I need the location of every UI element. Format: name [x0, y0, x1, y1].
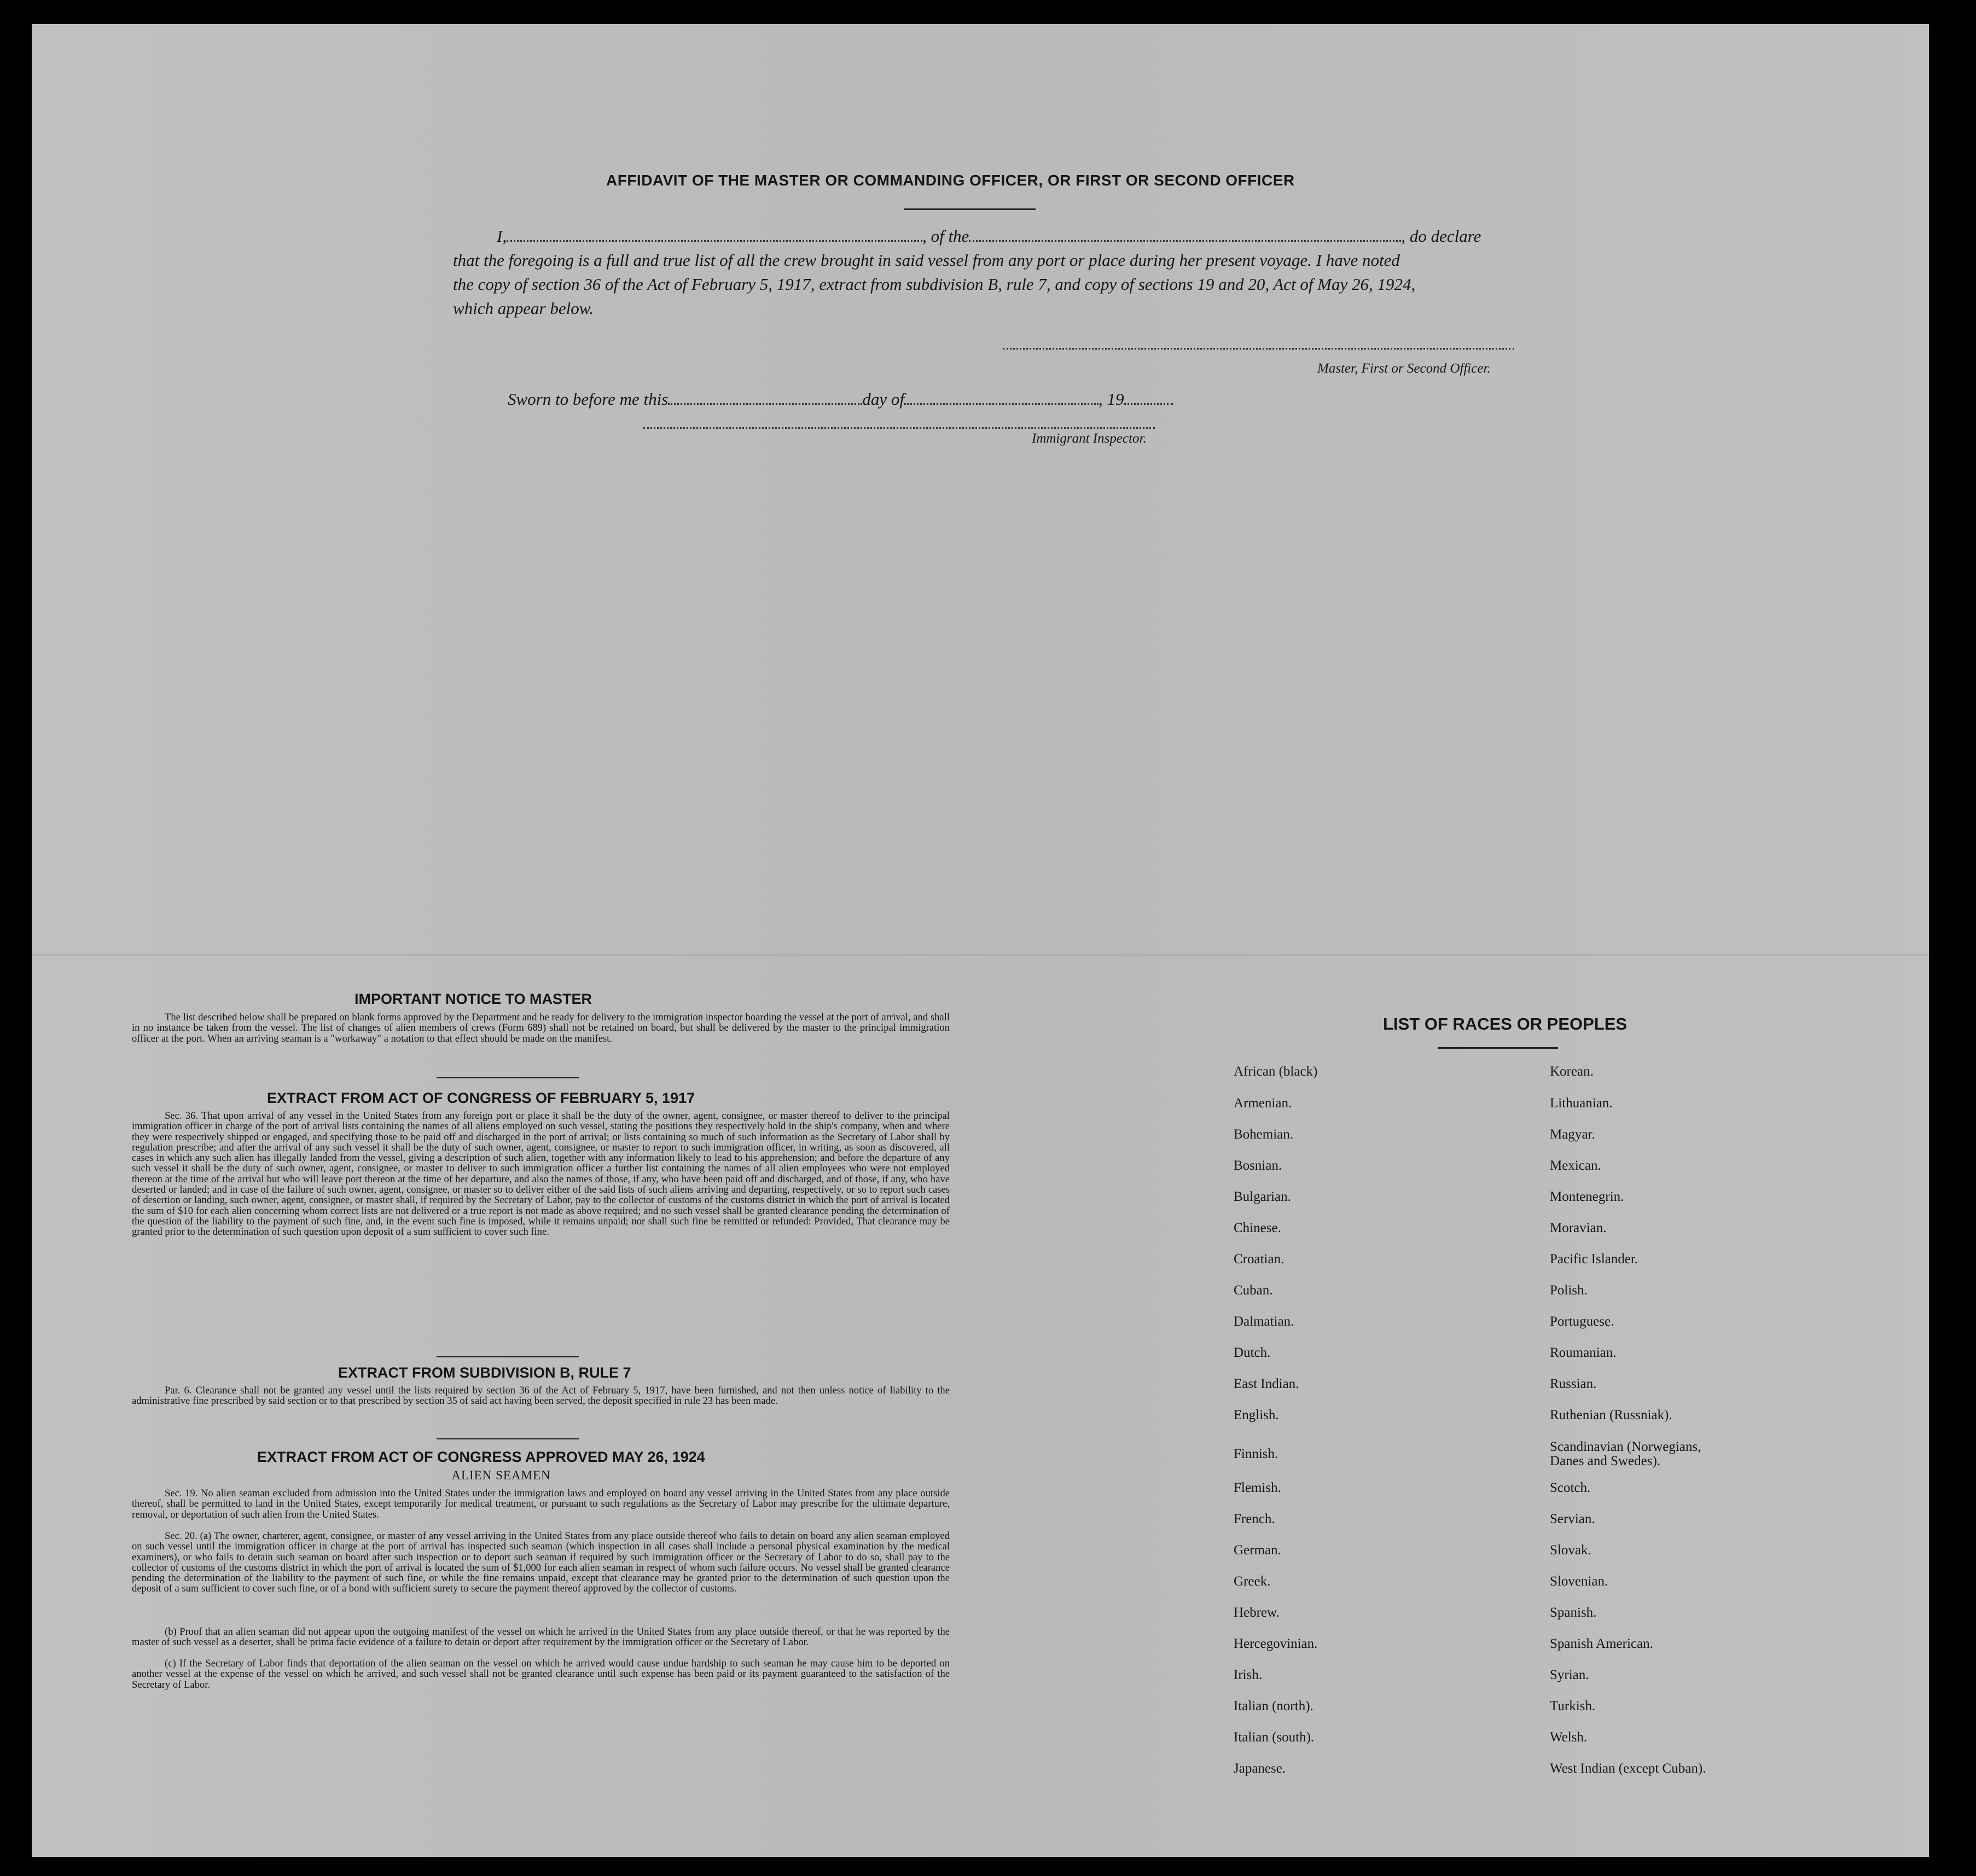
race-item: Mexican. [1550, 1158, 1601, 1173]
race-item: Croatian. [1234, 1252, 1285, 1267]
section-rule [437, 1077, 579, 1078]
race-item: Russian. [1550, 1376, 1597, 1391]
sworn-year: , 19 [1098, 390, 1124, 409]
race-item: Finnish. [1234, 1447, 1278, 1461]
race-item: Montenegrin. [1550, 1189, 1624, 1204]
sec-20c-text: (c) If the Secretary of Labor finds that deportation of the alien seaman on the vessel on which he arrived would cause undue hardship to such seaman he may cause him to be deported on another vessel at the expense of the vessel on which he arrived, and such vessel shall not be granted clearance until such expense has been paid or its payment guaranteed to the satisfaction of the Secretary of Labor. [132, 1658, 950, 1691]
title-rule [904, 208, 1036, 210]
race-item: Portuguese. [1550, 1314, 1614, 1329]
race-item: English. [1234, 1408, 1279, 1422]
race-item: Japanese. [1234, 1761, 1286, 1776]
race-item: Scotch. [1550, 1480, 1591, 1495]
extract-1917-title: EXTRACT FROM ACT OF CONGRESS OF FEBRUARY 5, 1917 [267, 1090, 695, 1106]
race-item: West Indian (except Cuban). [1550, 1761, 1706, 1776]
sworn-day-of: day of [862, 390, 904, 409]
race-item: Italian (south). [1234, 1730, 1315, 1745]
sworn-day-field[interactable] [668, 393, 862, 405]
name-field[interactable] [507, 230, 922, 242]
sec-19-text: Sec. 19. No alien seaman excluded from admission into the United States under the immigration laws and employed on board any vessel arriving in the United States from any place outside thereof, shall be permitted to land in the United States, except temporarily for medical treatment, or pursuant to such regulations as the Secretary of Labor may prescribe for the ultimate departure, removal, or deportation of such alien from the United States. [132, 1488, 950, 1520]
punch-hole [1930, 133, 1952, 156]
extract-1917-text: Sec. 36. That upon arrival of any vessel in the United States from any foreign port or place it shall be the duty of the owner, agent, consignee, or master thereof to deliver to the principal immigration officer in charge of the port of arrival lists containing the names of all aliens employed on such vessel, stating the positions they respectively hold in the ship's company, when and where they were respectively shipped or engaged, and specifying those to be paid off and discharged in the port of arrival; or lists containing so much of such information as the Secretary of Labor shall by regulation prescribe; and after the arrival of any such vessel it shall be the duty of such owner, agent, consignee, or master to report to such immigration officer, in writing, as soon as discovered, all cases in which any such alien has illegally landed from the vessel, giving a description of such alien, together with any information likely to lead to his apprehension; and before the departure of any such vessel it shall be the duty of such owner, agent, consignee, or master to deliver to such immigration officer a further list containing the names of all alien employees who were not employed thereon at the time of the arrival but who will leave port thereon at the time of her departure, and also the names of those, if any, who have been paid off and discharged, and of those, if any, who have deserted or landed; and in case of the failure of such owner, agent, consignee, or master so to deliver either of the said lists of such aliens arriving and departing, respectively, or so to report such cases of desertion or landing, such owner, agent, consignee, or master shall, if required by the Secretary of Labor, pay to the collector of customs of the customs district in which the port of arrival is located the sum of $10 for each alien concerning whom correct lists are not delivered or a true report is not made as above required; and no such vessel shall be granted clearance pending the determination of the question of the liability to the payment of such fine, and, in the event such fine is imposed, while it remains unpaid; nor shall such fine be remitted or refunded: Provided, That clearance may be granted prior to the determination of such question upon deposit of a sum sufficient to cover such fine. [132, 1110, 950, 1238]
race-item: Greek. [1234, 1574, 1271, 1589]
race-item: African (black) [1234, 1064, 1318, 1079]
race-item: Moravian. [1550, 1221, 1607, 1235]
race-item: Irish. [1234, 1668, 1263, 1682]
sworn-month-field[interactable] [904, 393, 1099, 405]
page-fold [32, 954, 1929, 956]
race-item: Chinese. [1234, 1221, 1281, 1235]
declaration-line [497, 226, 1481, 246]
extract-1924-title: EXTRACT FROM ACT OF CONGRESS APPROVED MAY 26, 1924 [257, 1449, 705, 1465]
punch-hole [1930, 1206, 1952, 1229]
affidavit-title: AFFIDAVIT OF THE MASTER OR COMMANDING OFFICER, OR FIRST OR SECOND OFFICER [606, 172, 1295, 189]
extract-1924-subtitle: ALIEN SEAMEN [451, 1468, 551, 1482]
notice-text: The list described below shall be prepared on blank forms approved by the Department and be ready for delivery to the immigration inspector boarding the vessel at the port of arrival, and shall in no instance be taken from the vessel. The list of changes of alien members of crews (Form 689) shall not be retained on board, but shall be delivered by the master to the principal immigration officer at the port. When an arriving seaman is a "workaway" a notation to that effect should be made on the manifest. [132, 1012, 950, 1044]
race-item: Lithuanian. [1550, 1096, 1613, 1111]
race-item: Roumanian. [1550, 1345, 1617, 1360]
sec-20a-text: Sec. 20. (a) The owner, charterer, agent, consignee, or master of any vessel arriving in the United States from any place outside thereof who fails to detain on board any alien seaman employed on such vessel until the immigration officer in charge at the port of arrival has inspected such seaman (which inspection in all cases shall include a personal physical examination by the medical examiners), or who fails to detain such seaman on board after such inspection or to deport such seaman if required by such immigration officer or the Secretary of Labor to do so, shall pay to the collector of customs of the customs district in which the port of arrival is located the sum of $1,000 for each alien seaman in respect of whom such failure occurs. No vessel shall be granted clearance pending the determination of the liability to the payment of such fine, or while the fine remains unpaid, except that clearance may be granted prior to the determination of such question upon the deposit of a sum sufficient to cover such fine, or of a bond with sufficient surety to secure the payment thereof approved by the collector of customs. [132, 1530, 950, 1595]
race-item: Pacific Islander. [1550, 1252, 1638, 1267]
race-item: Bosnian. [1234, 1158, 1282, 1173]
extract-rule7-text: Par. 6. Clearance shall not be granted any vessel until the lists required by section 36 of the Act of February 5, 1917, have been furnished, and not then unless notice of liability to the administrative fine prescribed by said section or to that prescribed by section 35 of said act having been served, the deposit specified in rule 23 has been made. [132, 1385, 950, 1407]
races-title-rule [1438, 1047, 1558, 1049]
declare-i: I, [497, 226, 507, 246]
race-item: Italian (north). [1234, 1699, 1314, 1714]
race-item: Dalmatian. [1234, 1314, 1294, 1329]
punch-hole [1930, 80, 1952, 103]
race-item: German. [1234, 1543, 1281, 1558]
punch-hole [1930, 1660, 1952, 1683]
punch-hole [1930, 243, 1952, 266]
race-item: French. [1234, 1512, 1275, 1526]
punch-hole [1930, 604, 1952, 627]
race-item: Magyar. [1550, 1127, 1595, 1142]
sworn-prefix: Sworn to before me this [508, 390, 669, 409]
punch-hole [1930, 188, 1952, 211]
statement-line-3: which appear below. [453, 299, 594, 318]
race-item: Cuban. [1234, 1283, 1273, 1298]
race-item: Hercegovinian. [1234, 1636, 1318, 1651]
inspector-signature-line[interactable] [643, 426, 1155, 429]
race-item: Servian. [1550, 1512, 1595, 1526]
race-item: Korean. [1550, 1064, 1594, 1079]
race-item: Scandinavian (Norwegians, Danes and Swedes). [1550, 1439, 1701, 1468]
race-item: Flemish. [1234, 1480, 1281, 1495]
sec-20b-text: (b) Proof that an alien seaman did not appear upon the outgoing manifest of the vessel on which he arrived in the United States from any place outside thereof, or that he was reported by the master of such vessel as a deserter, shall be prima facie evidence of a failure to detain or deport after requirement by the immigration officer or the Secretary of Labor. [132, 1626, 950, 1648]
race-item: Welsh. [1550, 1730, 1588, 1745]
race-item: Ruthenian (Russniak). [1550, 1408, 1672, 1422]
sworn-line [508, 390, 1173, 409]
section-rule [437, 1438, 579, 1439]
statement-line-1: that the foregoing is a full and true list of all the crew brought in said vessel from any port or place during her present voyage. I have noted [453, 251, 1400, 270]
punch-hole [1930, 1567, 1952, 1590]
race-item: Dutch. [1234, 1345, 1271, 1360]
punch-hole [1930, 702, 1952, 725]
race-item: Spanish. [1550, 1605, 1597, 1620]
race-item: Slovenian. [1550, 1574, 1608, 1589]
vessel-field[interactable] [969, 230, 1401, 242]
extract-rule7-title: EXTRACT FROM SUBDIVISION B, RULE 7 [338, 1364, 631, 1381]
punch-hole [1930, 1304, 1952, 1327]
notice-title: IMPORTANT NOTICE TO MASTER [354, 991, 592, 1007]
race-item: Bohemian. [1234, 1127, 1294, 1142]
manifest-page [32, 24, 1929, 1857]
race-item: Spanish American. [1550, 1636, 1653, 1651]
races-title: LIST OF RACES OR PEOPLES [1383, 1014, 1628, 1033]
master-signature-line[interactable] [1003, 347, 1514, 350]
declare-of: , of the [922, 226, 969, 246]
punch-hole [1930, 328, 1952, 351]
declare-end: , do declare [1401, 226, 1481, 246]
sworn-year-field[interactable] [1124, 393, 1173, 405]
race-item: Hebrew. [1234, 1605, 1280, 1620]
race-item: Slovak. [1550, 1543, 1591, 1558]
race-item: Armenian. [1234, 1096, 1292, 1111]
master-signature-label: Master, First or Second Officer. [1317, 361, 1491, 376]
race-item: Polish. [1550, 1283, 1588, 1298]
section-rule [437, 1356, 579, 1357]
race-item: Bulgarian. [1234, 1189, 1291, 1204]
race-item: Turkish. [1550, 1699, 1596, 1714]
inspector-signature-label: Immigrant Inspector. [1032, 431, 1147, 446]
race-item: East Indian. [1234, 1376, 1299, 1391]
race-item: Syrian. [1550, 1668, 1589, 1682]
statement-line-2: the copy of section 36 of the Act of February 5, 1917, extract from subdivision B, rule 7, and copy of sections 19 and 20, Act of May 26, 1924, [453, 275, 1416, 294]
